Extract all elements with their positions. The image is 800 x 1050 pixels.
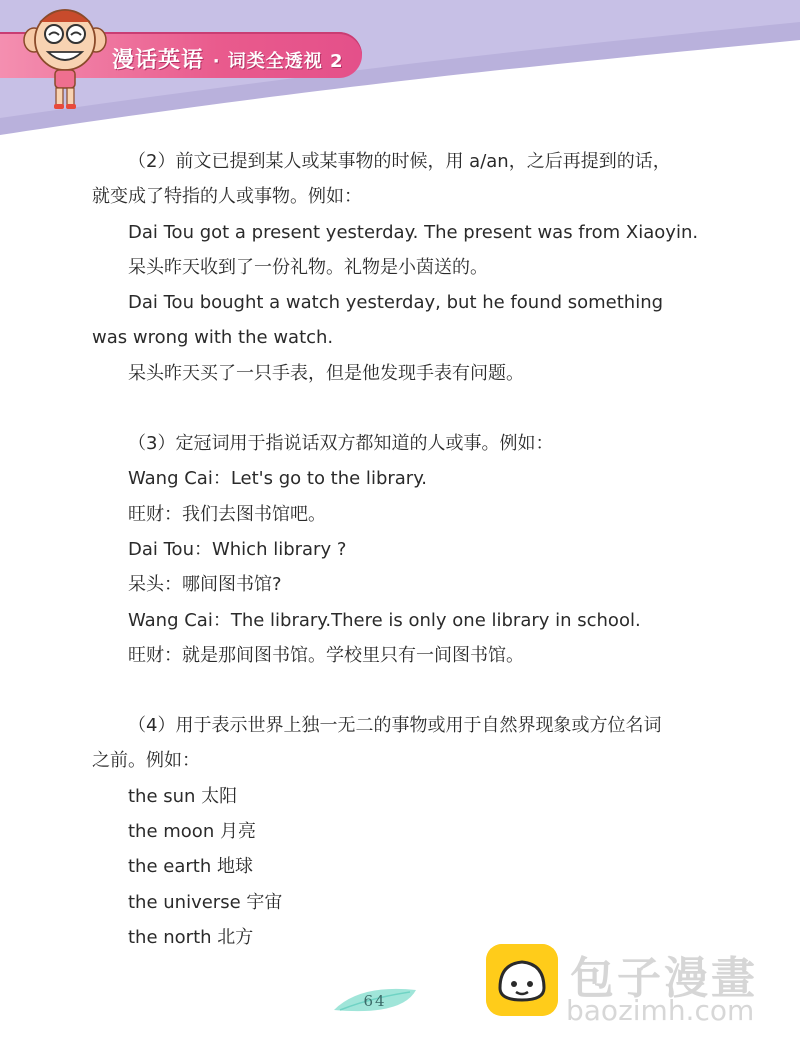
- section4-item: the earth 地球: [128, 856, 253, 878]
- section2-intro-line1: （2）前文已提到某人或某事物的时候，用 a/an，之后再提到的话，: [128, 151, 671, 172]
- watermark-url: baozimh.com: [566, 994, 755, 1027]
- section2-example2-en-line2: was wrong with the watch.: [92, 327, 334, 349]
- page-number-badge: [330, 980, 420, 1020]
- header-title: [112, 43, 344, 74]
- section2-example1-en: Dai Tou got a present yesterday. The present was from Xiaoyin.: [128, 221, 699, 243]
- section3-dialogue2-cn: 呆头：哪间图书馆?: [128, 574, 282, 596]
- section4-item: the universe 宇宙: [128, 891, 283, 913]
- watermark-logo-icon: [486, 944, 558, 1016]
- section-gap: [92, 673, 682, 708]
- mascot-illustration: [22, 2, 108, 114]
- section3-intro: （3）定冠词用于指说话双方都知道的人或事。例如：: [128, 433, 554, 455]
- section2-example1-cn: 呆头昨天收到了一份礼物。礼物是小茵送的。: [128, 256, 488, 278]
- section3-dialogue3-cn: 旺财：就是那间图书馆。学校里只有一间图书馆。: [128, 644, 524, 666]
- section3-dialogue2-en: Dai Tou：Which library ?: [128, 538, 347, 560]
- section3-dialogue1-cn: 旺财：我们去图书馆吧。: [128, 503, 326, 525]
- section4-intro-line1: （4）用于表示世界上独一无二的事物或用于自然界现象或方位名词: [128, 715, 662, 737]
- section4-intro-line2: 之前。例如：: [92, 750, 200, 772]
- page-number: 64: [363, 992, 387, 1010]
- page-content: [92, 144, 699, 955]
- section4-item: the north 北方: [128, 926, 254, 948]
- watermark-name: 包子漫畫: [570, 953, 758, 1004]
- section3-dialogue1-en: Wang Cai：Let's go to the library.: [128, 468, 428, 490]
- section3-dialogue3-en: Wang Cai：The library.There is only one library in school.: [128, 609, 641, 631]
- section2-example2-cn: 呆头昨天买了一只手表，但是他发现手表有问题。: [128, 362, 524, 384]
- section4-item: the sun 太阳: [128, 785, 238, 807]
- header-title-sub: · 词类全透视 2: [212, 51, 344, 72]
- section2-intro-line2: 就变成了特指的人或事物。例如：: [92, 186, 362, 208]
- section4-item: the moon 月亮: [128, 821, 256, 843]
- section-gap: [92, 391, 682, 426]
- header-title-main: 漫话英语: [112, 48, 205, 73]
- section2-example2-en-line1: Dai Tou bought a watch yesterday, but he found something: [128, 292, 664, 314]
